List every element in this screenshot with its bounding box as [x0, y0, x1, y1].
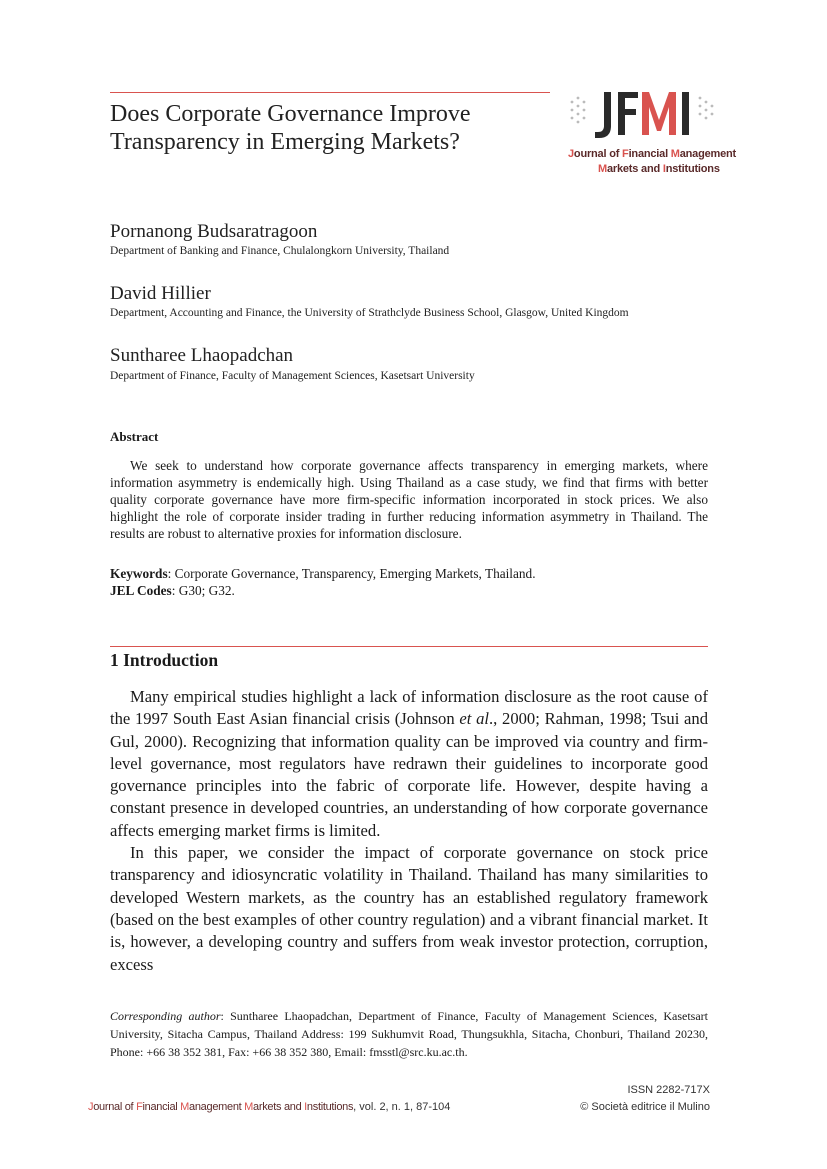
title-line-1: Does Corporate Governance Improve	[110, 101, 471, 127]
author-affiliation-3: Department of Finance, Faculty of Management Sciences, Kasetsart University	[110, 370, 475, 382]
paragraph-1: Many empirical studies highlight a lack of information disclosure as the root cause of the 1997 South East Asian financial crisis (Johnson et al., 2000; Rahman, 1998; Tsui and Gul, 2000). Recognizing that information quality can be improved via country and firm-level governance, most regulators have redrawn their guidelines to incorporate good governance principles into the fabric of corporate life. However, despite having a constant presence in developed countries, an understanding of how corporate governance affects emerging market firms is limited.	[110, 687, 709, 840]
section-heading: 1 Introduction	[110, 650, 219, 670]
paragraph-2: In this paper, we consider the impact of corporate governance on stock price transparency and idiosyncratic volatility in Thailand. Thailand has many similarities to developed Western markets, as the country has an established regulatory framework (based on the best examples of other country regulation) and a vibrant financial market. It is, however, a developing country and suffers from weak investor protection, corruption, excess	[110, 843, 708, 974]
footer-citation	[88, 1101, 450, 1113]
title-rule	[110, 92, 550, 93]
journal-logo	[560, 88, 737, 180]
author-affiliation-2: Department, Accounting and Finance, the University of Strathclyde Business School, Glasgow, United Kingdom	[110, 307, 629, 319]
jel-label: JEL Codes	[110, 583, 172, 598]
keywords-label: Keywords	[110, 566, 168, 581]
section-rule	[110, 646, 708, 647]
jel-value: : G30; G32.	[171, 583, 235, 598]
body-text	[110, 686, 708, 976]
footnote-text: : Suntharee Lhaopadchan, Department of Finance, Faculty of Management Sciences, Kasetsart University, Sitacha Campus, Thailand Address: 199 Sukhumvit Road, Thungsukhla, Sitacha, Chonburi, Thailand 20230, Phone: +66 38 352 381, Fax: +66 38 352 380, Email: fmsstl@src.ku.ac.th.	[110, 1009, 708, 1059]
keywords	[110, 565, 708, 582]
footnote-label: Corresponding author	[110, 1009, 221, 1023]
jel-codes	[110, 582, 708, 599]
keywords-value: : Corporate Governance, Transparency, Emerging Markets, Thailand.	[167, 566, 536, 581]
logo-line-2: Markets and Institutions	[598, 163, 720, 175]
paper-title	[110, 100, 560, 156]
logo-line-1: Journal of Financial Management	[568, 148, 737, 160]
abstract-text: We seek to understand how corporate governance affects transparency in emerging markets, where information asymmetry is endemically high. Using Thailand as a case study, we find that firms with better quality corporate governance have more firm-specific information incorporated in stock prices. We also highlight the role of corporate insider trading in further reducing information asymmetry in Thailand. The results are robust to alternative proxies for information disclosure.	[110, 458, 708, 541]
author-name-1: Pornanong Budsaratragoon	[110, 221, 318, 242]
footer-publisher: © Società editrice il Mulino	[580, 1101, 710, 1113]
author-affiliation-1: Department of Banking and Finance, Chulalongkorn University, Thailand	[110, 245, 450, 257]
abstract-heading: Abstract	[110, 429, 159, 444]
corresponding-author-footnote	[110, 1007, 708, 1061]
footer-volume: , vol. 2, n. 1, 87-104	[353, 1101, 451, 1113]
author-name-3: Suntharee Lhaopadchan	[110, 345, 294, 366]
footer-journal-name: Journal of Financial Management Markets and Institutions	[88, 1101, 354, 1113]
jfmi-logo-mark	[568, 88, 716, 146]
author-name-2: David Hillier	[110, 283, 211, 304]
title-line-2: Transparency in Emerging Markets?	[110, 129, 460, 155]
footer-issn: ISSN 2282-717X	[627, 1084, 710, 1096]
